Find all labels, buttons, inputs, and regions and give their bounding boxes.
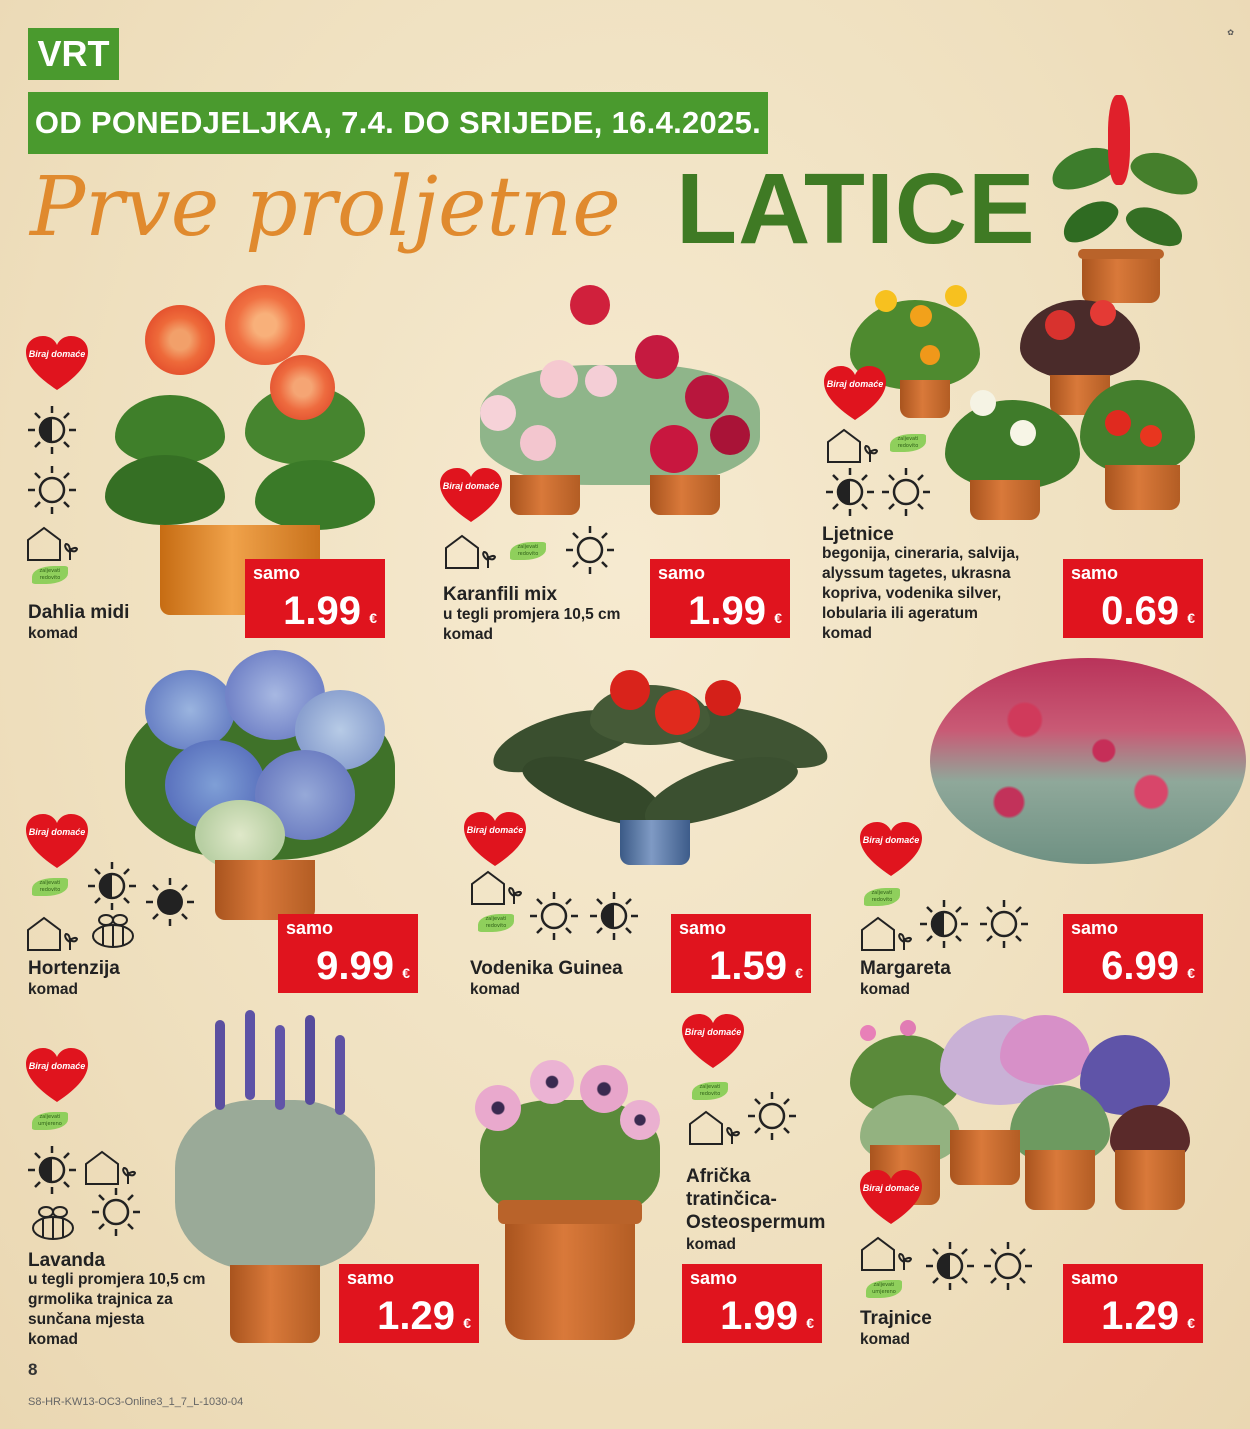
outdoor-house-icon bbox=[26, 914, 78, 952]
sun-icon bbox=[978, 898, 1030, 950]
half-sun-icon bbox=[26, 404, 78, 456]
product-desc: komad bbox=[28, 625, 78, 642]
karanfili-plant-image bbox=[470, 265, 780, 515]
price-tag: samo 1.99 € bbox=[245, 559, 385, 638]
margareta-field-photo bbox=[930, 658, 1246, 864]
watering-badge: zaljevati redovito bbox=[32, 878, 68, 896]
product-desc: komad bbox=[686, 1236, 736, 1253]
price-tag: samo 1.29 € bbox=[1063, 1264, 1203, 1343]
product-desc: alyssum tagetes, ukrasna bbox=[822, 565, 1011, 582]
sun-icon bbox=[26, 464, 78, 516]
product-name: Dahlia midi bbox=[28, 602, 130, 623]
product-desc: komad bbox=[860, 981, 910, 998]
date-banner: OD PONEDJELJKA, 7.4. DO SRIJEDE, 16.4.2025. bbox=[28, 92, 768, 154]
biraj-domace-badge: Biraj domaće bbox=[440, 468, 502, 524]
watering-badge: zaljevati umjereno bbox=[866, 1280, 902, 1298]
product-name: Trajnice bbox=[860, 1308, 932, 1329]
product-desc: begonija, cineraria, salvija, bbox=[822, 545, 1020, 562]
half-sun-icon bbox=[918, 898, 970, 950]
biraj-domace-badge: Biraj domaće bbox=[824, 366, 886, 422]
product-name: Vodenika Guinea bbox=[470, 958, 623, 979]
price-value: 1.99 bbox=[720, 1294, 798, 1338]
headline-bold: LATICE bbox=[676, 153, 1036, 265]
watering-badge: zaljevati redovito bbox=[32, 566, 68, 584]
watering-badge: zaljevati redovito bbox=[692, 1082, 728, 1100]
biraj-domace-badge: Biraj domaće bbox=[860, 1170, 922, 1226]
watering-badge: zaljevati redovito bbox=[478, 914, 514, 932]
half-sun-icon bbox=[26, 1144, 78, 1196]
price-value: 6.99 bbox=[1101, 944, 1179, 988]
price-value: 1.29 bbox=[1101, 1294, 1179, 1338]
product-name: Afrička bbox=[686, 1166, 751, 1187]
page-number: 8 bbox=[28, 1360, 38, 1379]
product-name: Hortenzija bbox=[28, 958, 120, 979]
price-value: 1.29 bbox=[377, 1294, 455, 1338]
shade-icon bbox=[144, 876, 196, 928]
product-name: Karanfili mix bbox=[443, 584, 558, 605]
headline-script: Prve proljetne bbox=[30, 160, 621, 255]
price-tag: samo 1.59 € bbox=[671, 914, 811, 993]
biraj-domace-badge: Biraj domaće bbox=[26, 1048, 88, 1104]
price-value: 9.99 bbox=[316, 944, 394, 988]
watering-badge: zaljevati umjereno bbox=[32, 1112, 68, 1130]
watering-badge: zaljevati redovito bbox=[890, 434, 926, 452]
price-value: 1.59 bbox=[709, 944, 787, 988]
product-desc: komad bbox=[28, 981, 78, 998]
half-sun-icon bbox=[588, 890, 640, 942]
biraj-domace-badge: Biraj domaće bbox=[464, 812, 526, 868]
product-name: Margareta bbox=[860, 958, 951, 979]
bee-icon bbox=[28, 1206, 78, 1242]
product-desc: grmolika trajnica za bbox=[28, 1291, 173, 1308]
price-tag: samo 6.99 € bbox=[1063, 914, 1203, 993]
price-tag: samo 0.69 € bbox=[1063, 559, 1203, 638]
bee-icon bbox=[88, 914, 138, 950]
outdoor-house-icon bbox=[444, 532, 496, 570]
biraj-domace-badge: Biraj domaće bbox=[26, 336, 88, 392]
section-tag: VRT bbox=[28, 28, 119, 80]
product-desc: lobularia ili ageratum bbox=[822, 605, 978, 622]
half-sun-icon bbox=[924, 1240, 976, 1292]
product-desc: kopriva, vodenika silver, bbox=[822, 585, 1002, 602]
biraj-domace-badge: Biraj domaće bbox=[860, 822, 922, 878]
product-name: Ljetnice bbox=[822, 524, 894, 545]
sun-icon bbox=[90, 1186, 142, 1238]
sun-icon bbox=[982, 1240, 1034, 1292]
product-name: tratinčica- bbox=[686, 1189, 777, 1210]
osteospermum-plant-image bbox=[470, 1040, 670, 1345]
half-sun-icon bbox=[86, 860, 138, 912]
outdoor-house-icon bbox=[688, 1108, 740, 1146]
price-tag: samo 1.99 € bbox=[682, 1264, 822, 1343]
footer-code: S8-HR-KW13-OC3-Online3_1_7_L-1030-04 bbox=[28, 1396, 244, 1408]
outdoor-house-icon bbox=[470, 868, 522, 906]
price-tag: samo 9.99 € bbox=[278, 914, 418, 993]
outdoor-house-icon bbox=[84, 1148, 136, 1186]
outdoor-house-icon bbox=[26, 524, 78, 562]
sun-icon bbox=[528, 890, 580, 942]
price-value: 0.69 bbox=[1101, 589, 1179, 633]
price-value: 1.99 bbox=[283, 589, 361, 633]
price-tag: samo 1.99 € bbox=[650, 559, 790, 638]
product-desc: komad bbox=[470, 981, 520, 998]
product-desc: komad bbox=[28, 1331, 78, 1348]
outdoor-house-icon bbox=[826, 426, 878, 464]
product-desc: u tegli promjera 10,5 cm bbox=[443, 606, 621, 623]
product-desc: komad bbox=[860, 1331, 910, 1348]
product-desc: komad bbox=[443, 626, 493, 643]
product-name: Osteospermum bbox=[686, 1212, 826, 1233]
watering-badge: zaljevati redovito bbox=[864, 888, 900, 906]
product-desc: sunčana mjesta bbox=[28, 1311, 145, 1328]
half-sun-icon bbox=[824, 466, 876, 518]
sun-icon bbox=[746, 1090, 798, 1142]
biraj-domace-badge: Biraj domaće bbox=[682, 1014, 744, 1070]
price-tag: samo 1.29 € bbox=[339, 1264, 479, 1343]
product-name: Lavanda bbox=[28, 1250, 106, 1271]
outdoor-house-icon bbox=[860, 1234, 912, 1272]
sun-icon bbox=[564, 524, 616, 576]
product-desc: komad bbox=[822, 625, 872, 642]
watering-badge: zaljevati redovito bbox=[510, 542, 546, 560]
product-desc: u tegli promjera 10,5 cm bbox=[28, 1271, 206, 1288]
price-value: 1.99 bbox=[688, 589, 766, 633]
corner-mark: ✿ bbox=[1227, 28, 1234, 37]
sun-icon bbox=[880, 466, 932, 518]
biraj-domace-badge: Biraj domaće bbox=[26, 814, 88, 870]
outdoor-house-icon bbox=[860, 914, 912, 952]
